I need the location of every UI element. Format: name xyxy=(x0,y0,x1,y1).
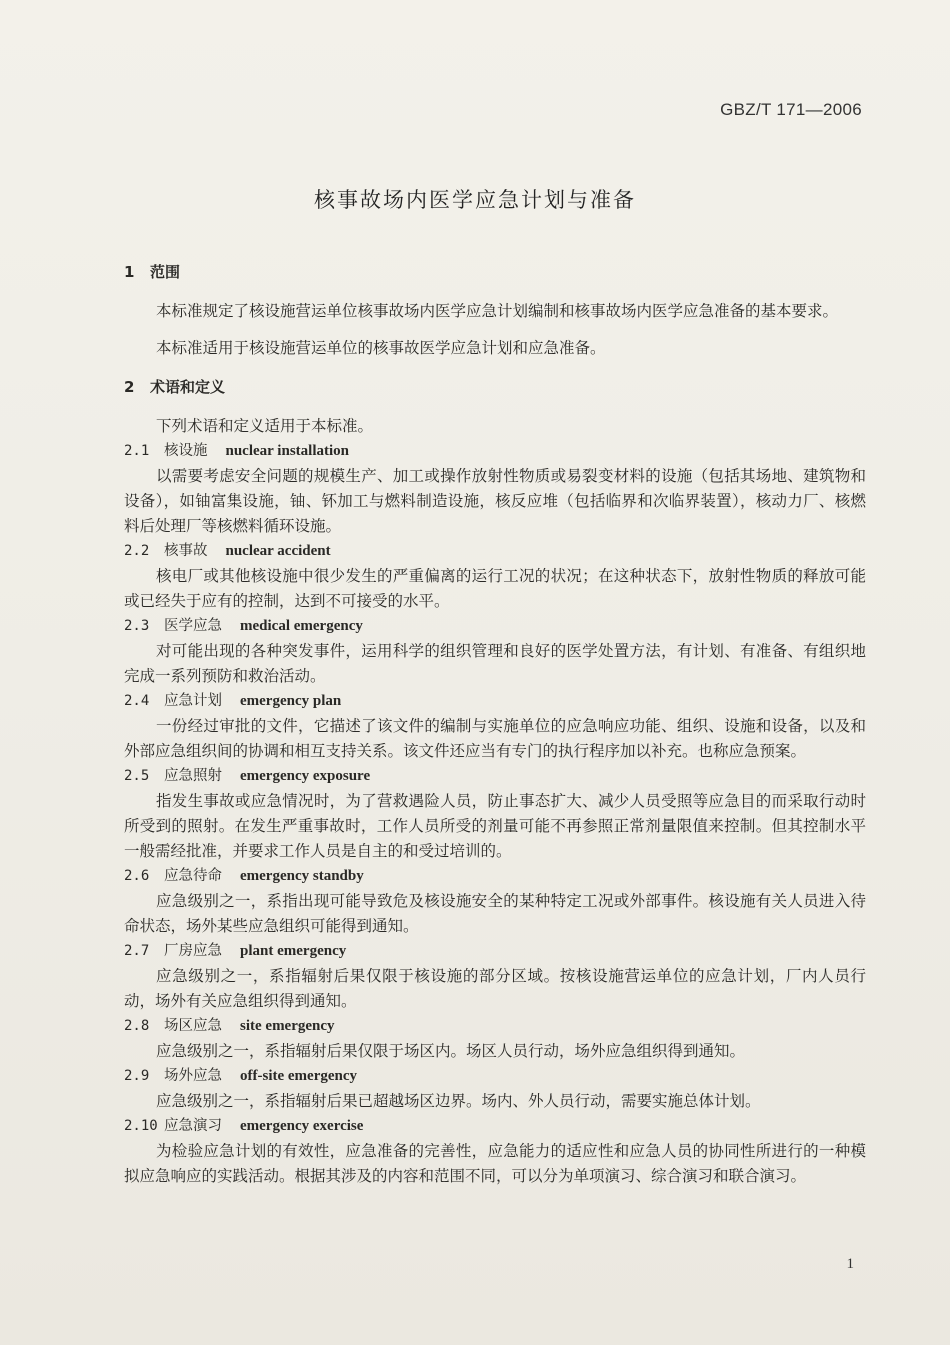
section-title: 范围 xyxy=(150,263,181,281)
term-heading xyxy=(124,939,866,964)
term-number: 2.1 xyxy=(124,443,150,459)
term-number: 2.9 xyxy=(124,1068,150,1084)
spacer xyxy=(124,400,866,414)
term-definition: 应急级别之一，系指辐射后果仅限于核设施的部分区域。按核设施营运单位的应急计划，厂内人员行动，场外有关应急组织得到通知。 xyxy=(124,967,866,1010)
term-definition: 为检验应急计划的有效性，应急准备的完善性，应急能力的适应性和应急人员的协同性所进行的一种模拟应急响应的实践活动。根据其涉及的内容和范围不同，可以分为单项演习、综合演习和联合演习。 xyxy=(124,1142,866,1185)
term-number: 2.4 xyxy=(124,693,150,709)
term-heading xyxy=(124,1014,866,1039)
term-definition: 应急级别之一，系指辐射后果仅限于场区内。场区人员行动，场外应急组织得到通知。 xyxy=(156,1042,746,1060)
term-number: 2.7 xyxy=(124,943,150,959)
term-heading xyxy=(124,689,866,714)
paragraph: 下列术语和定义适用于本标准。 xyxy=(156,417,374,435)
term-english: off-site emergency xyxy=(240,1068,358,1084)
section-number: 2 xyxy=(124,378,135,396)
section-number: 1 xyxy=(124,263,135,281)
term-definition: 应急级别之一，系指出现可能导致危及核设施安全的某种特定工况或外部事件。核设施有关人员进入待命状态，场外某些应急组织可能得到通知。 xyxy=(124,892,866,935)
term-chinese: 核设施 xyxy=(164,443,208,459)
document-body xyxy=(124,260,866,1189)
section-heading-terms xyxy=(124,375,866,400)
term-chinese: 应急待命 xyxy=(164,868,222,884)
term-definition: 以需要考虑安全问题的规模生产、加工或操作放射性物质或易裂变材料的设施（包括其场地、建筑物和设备），如铀富集设施，铀、钚加工与燃料制造设施，核反应堆（包括临界和次临界装置），核动力厂、核燃料后处理厂等核燃料循环设施。 xyxy=(124,467,866,535)
term-english: medical emergency xyxy=(240,618,363,634)
term-heading xyxy=(124,539,866,564)
document-title: 核事故场内医学应急计划与准备 xyxy=(314,188,636,212)
term-chinese: 场外应急 xyxy=(164,1068,222,1084)
term-number: 2.5 xyxy=(124,768,150,784)
spacer xyxy=(124,324,866,336)
section-heading-scope xyxy=(124,260,866,285)
term-heading xyxy=(124,439,866,464)
term-chinese: 应急照射 xyxy=(164,768,222,784)
term-chinese: 核事故 xyxy=(164,543,208,559)
term-heading xyxy=(124,1064,866,1089)
page-number: 1 xyxy=(846,1256,854,1272)
spacer xyxy=(124,285,866,299)
term-english: emergency exposure xyxy=(240,768,371,784)
term-definition: 核电厂或其他核设施中很少发生的严重偏离的运行工况的状况；在这种状态下，放射性物质的释放可能或已经失于应有的控制，达到不可接受的水平。 xyxy=(124,567,866,610)
term-definition: 指发生事故或应急情况时，为了营救遇险人员，防止事态扩大、减少人员受照等应急目的而采取行动时所受到的照射。在发生严重事故时，工作人员所受的剂量可能不再参照正常剂量限值来控制。但其控制水平一般需经批准，并要求工作人员是自主的和受过培训的。 xyxy=(124,792,866,860)
term-chinese: 医学应急 xyxy=(164,618,222,634)
section-title: 术语和定义 xyxy=(150,378,226,396)
term-english: nuclear accident xyxy=(225,543,331,559)
term-english: site emergency xyxy=(240,1018,335,1034)
spacer xyxy=(124,361,866,375)
term-chinese: 场区应急 xyxy=(164,1018,222,1034)
term-heading xyxy=(124,864,866,889)
term-number: 2.10 xyxy=(124,1118,158,1134)
term-heading xyxy=(124,614,866,639)
term-number: 2.8 xyxy=(124,1018,150,1034)
term-english: plant emergency xyxy=(240,943,347,959)
term-chinese: 厂房应急 xyxy=(164,943,222,959)
term-number: 2.3 xyxy=(124,618,150,634)
term-definition: 一份经过审批的文件，它描述了该文件的编制与实施单位的应急响应功能、组织、设施和设备，以及和外部应急组织间的协调和相互支持关系。该文件还应当有专门的执行程序加以补充。也称应急预案。 xyxy=(124,717,866,760)
term-heading xyxy=(124,764,866,789)
paragraph: 本标准规定了核设施营运单位核事故场内医学应急计划编制和核事故场内医学应急准备的基本要求。 xyxy=(156,302,839,320)
term-definition: 对可能出现的各种突发事件，运用科学的组织管理和良好的医学处置方法，有计划、有准备、有组织地完成一系列预防和救治活动。 xyxy=(124,642,866,685)
term-english: nuclear installation xyxy=(225,443,349,459)
standard-code: GBZ/T 171—2006 xyxy=(720,100,862,119)
term-chinese: 应急演习 xyxy=(164,1118,222,1134)
term-heading xyxy=(124,1114,866,1139)
paragraph: 本标准适用于核设施营运单位的核事故医学应急计划和应急准备。 xyxy=(156,339,606,357)
term-number: 2.2 xyxy=(124,543,150,559)
term-chinese: 应急计划 xyxy=(164,693,222,709)
term-english: emergency plan xyxy=(240,693,342,709)
term-definition: 应急级别之一，系指辐射后果已超越场区边界。场内、外人员行动，需要实施总体计划。 xyxy=(156,1092,761,1110)
term-english: emergency exercise xyxy=(240,1118,364,1134)
term-english: emergency standby xyxy=(240,868,364,884)
term-number: 2.6 xyxy=(124,868,150,884)
